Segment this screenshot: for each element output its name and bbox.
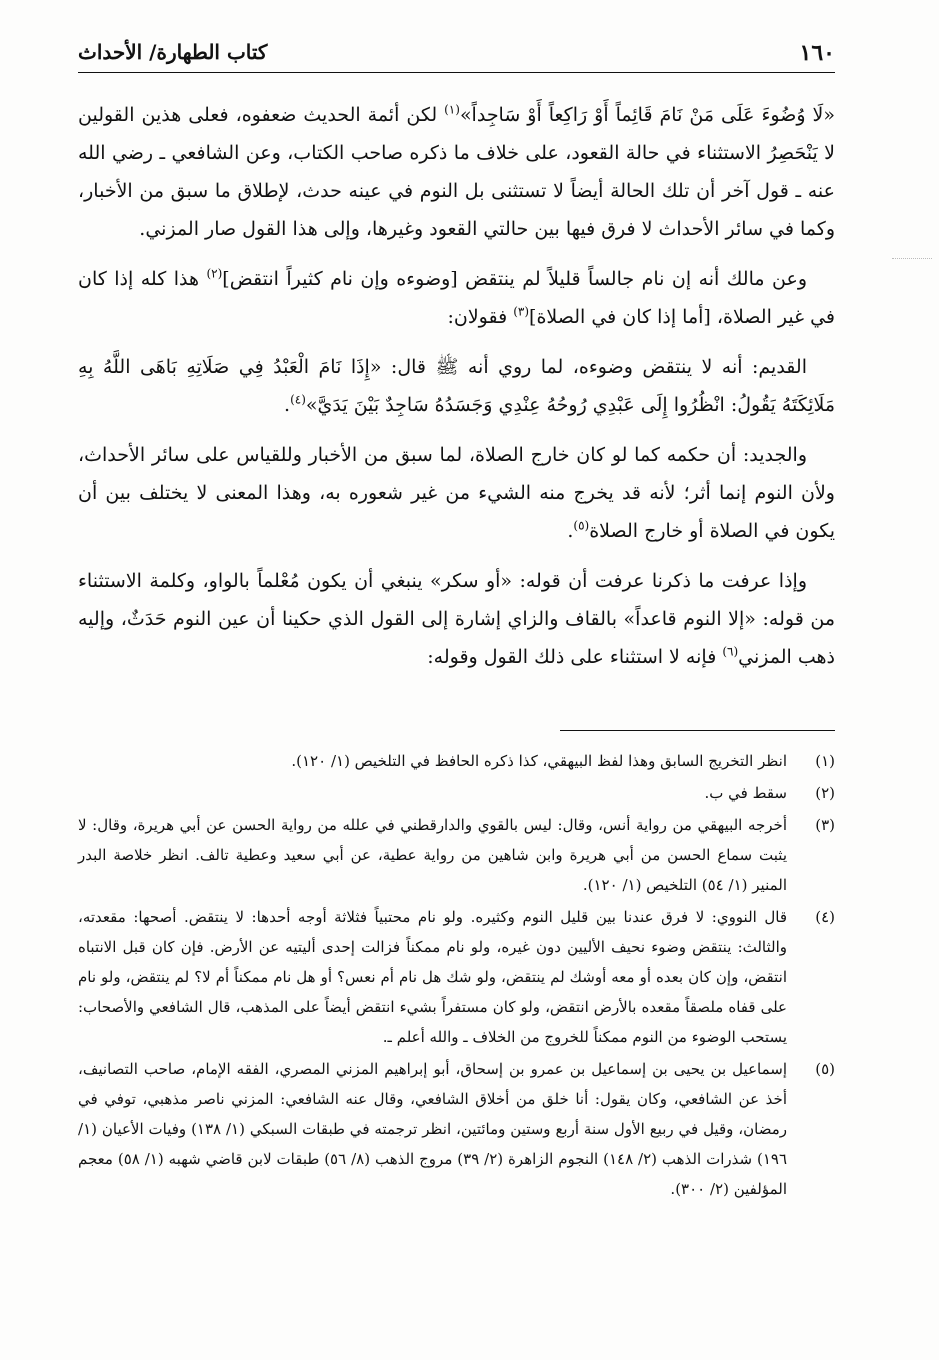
footnote-text: قال النووي: لا فرق عندنا بين قليل النوم وكثيره. ولو نام محتبياً فثلاثة أوجه أحدها: لا ينتقض. أصحها: مقعدته، والثالث: ينتقض وضوء نحيف الأليين دون غيره، ولو نام ممكناً فزالت إحدى أليتيه عن الأرض. فإن كان قبل الانتباه انتقض، وإن كان بعده أو معه أوشك لم ينتقض، ولو شك هل نام أم نعس؟ أو هل نام ممكناً أم لا؟ لم ينتقض، ولو نام على قفاه ملصقاً مقعده بالأرض انتقض، ولو كان مستفراً بشيء انتقض أيضاً على المذهب، قال الشافعي والأصحاب: يستحب الوضوء من النوم ممكناً للخروج من الخلاف ـ والله أعلم ـ. — [78, 908, 787, 1046]
footnote-separator — [560, 730, 835, 731]
footnote — [78, 1054, 835, 1204]
footnote-text: أخرجه البيهقي من رواية أنس، وقال: ليس بالقوي والدارقطني في علله من رواية الحسن عن أبي هريرة، وقال: لا يثبت سماع الحسن من أبي هريرة وابن شاهين من رواية عطية، عن أبي سعيد وعطية تالف. انظر خلاصة البدر المنير (١/ ٥٤) التلخيص (١/ ١٢٠). — [78, 816, 787, 894]
footnote-text: سقط في ب. — [704, 784, 787, 802]
page-number: ١٦٠ — [799, 40, 835, 66]
footnote-ref: (١) — [444, 102, 460, 117]
footnote-ref: (٢) — [206, 266, 223, 281]
paragraph: وإذا عرفت ما ذكرنا عرفت أن قوله: «أو سكر» ينبغي أن يكون مُعْلماً بالواو، وكلمة الاستثناء من قوله: «إلا النوم قاعداً» بالقاف والزاي إشارة إلى القول الذي حكينا أن عين النوم حَدَثٌ، وإليه ذهب المزني$^{(٦)}$ فإنه لا استثناء على ذلك القول وقوله: — [78, 570, 835, 668]
footnotes — [78, 746, 835, 1206]
footnote-text: إسماعيل بن يحيى بن إسماعيل بن عمرو بن إسحاق، أبو إبراهيم المزني المصري، الفقه الإمام، صاحب التصانيف، أخذ عن الشافعي، وكان يقول: أنا خلق من أخلاق الشافعي، وقال عنه الشافعي: المزني ناصر مذهبي، توفي في رمضان، وقيل في ربيع الأول سنة أربع وستين ومائتين، انظر ترجمته في طبقات السبكي (١/ ١٣٨) وفيات الأعيان (١/ ١٩٦) شذرات الذهب (٢/ ١٤٨) النجوم الزاهرة (٢/ ٣٩) مروج الذهب (٨/ ٥٦) طبقات لابن قاضي شهبه (١/ ٥٨) معجم المؤلفين (٢/ ٣٠٠). — [78, 1060, 787, 1198]
footnote-number: (٣) — [815, 816, 835, 834]
footnote-number: (١) — [815, 752, 835, 770]
paragraph: القديم: أنه لا ينتقض وضوءه، لما روي أنه ﷺ قال: «إِذَا نَامَ الْعَبْدُ فِي صَلَاتِهِ بَاهَى اللَّهُ بِهِ مَلَائِكَتَهُ يَقُولُ: انْظُرُوا إِلَى عَبْدِي رُوحُهُ عِنْدِي وَجَسَدُهُ سَاجِدٌ بَيْنَ يَدَيَّ»$^{(٤)}$. — [78, 356, 835, 416]
scan-artifact — [892, 258, 932, 259]
footnote-text: انظر التخريج السابق وهذا لفظ البيهقي، كذا ذكره الحافظ في التلخيص (١/ ١٢٠). — [291, 752, 787, 770]
footnote-number: (٥) — [815, 1060, 835, 1078]
footnote — [78, 778, 835, 808]
paragraph: «لَا وُضُوءَ عَلَى مَنْ نَامَ قَائِماً أَوْ رَاكِعاً أَوْ سَاجِداً»$^{(١)}$ لكن أئمة الحديث ضعفوه، فعلى هذين القولين لا يَنْحَصِرُ الاستثناء في حالة القعود، على خلاف ما ذكره صاحب الكتاب، وعن الشافعي ـ رضي الله عنه ـ قول آخر أن تلك الحالة أيضاً لا تستثنى بل النوم في عينه حدث، لإطلاق ما سبق من الأخبار، وكما في سائر الأحداث لا فرق فيها بين حالتي القعود وغيرها، وإلى هذا القول صار المزني. — [78, 102, 835, 240]
footnote-number: (٢) — [815, 784, 835, 802]
running-title: كتاب الطهارة/ الأحداث — [78, 40, 268, 64]
footnote — [78, 902, 835, 1052]
page-header — [78, 36, 835, 73]
footnote — [78, 746, 835, 776]
footnote-ref: (٥) — [573, 518, 590, 533]
footnote-ref: (٤) — [290, 392, 306, 407]
paragraph: وعن مالك أنه إن نام جالساً قليلاً لم ينتقض [وضوءه وإن نام كثيراً انتقض]$^{(٢)}$ هذا كله إذا كان في غير الصلاة، [أما إذا كان في الصلاة]$^{(٣)}$ فقولان: — [78, 266, 835, 328]
footnote — [78, 810, 835, 900]
footnote-ref: (٦) — [722, 644, 739, 659]
paragraph: والجديد: أن حكمه كما لو كان خارج الصلاة، لما سبق من الأخبار وللقياس على سائر الأحداث، ولأن النوم إنما أثر؛ لأنه قد يخرج منه الشيء من غير شعوره به، وهذا المعنى لا يختلف بين أن يكون في الصلاة أو خارج الصلاة$^{(٥)}$. — [78, 444, 835, 542]
footnote-ref: (٣) — [513, 304, 530, 319]
main-text — [78, 96, 835, 688]
footnote-number: (٤) — [815, 908, 835, 926]
